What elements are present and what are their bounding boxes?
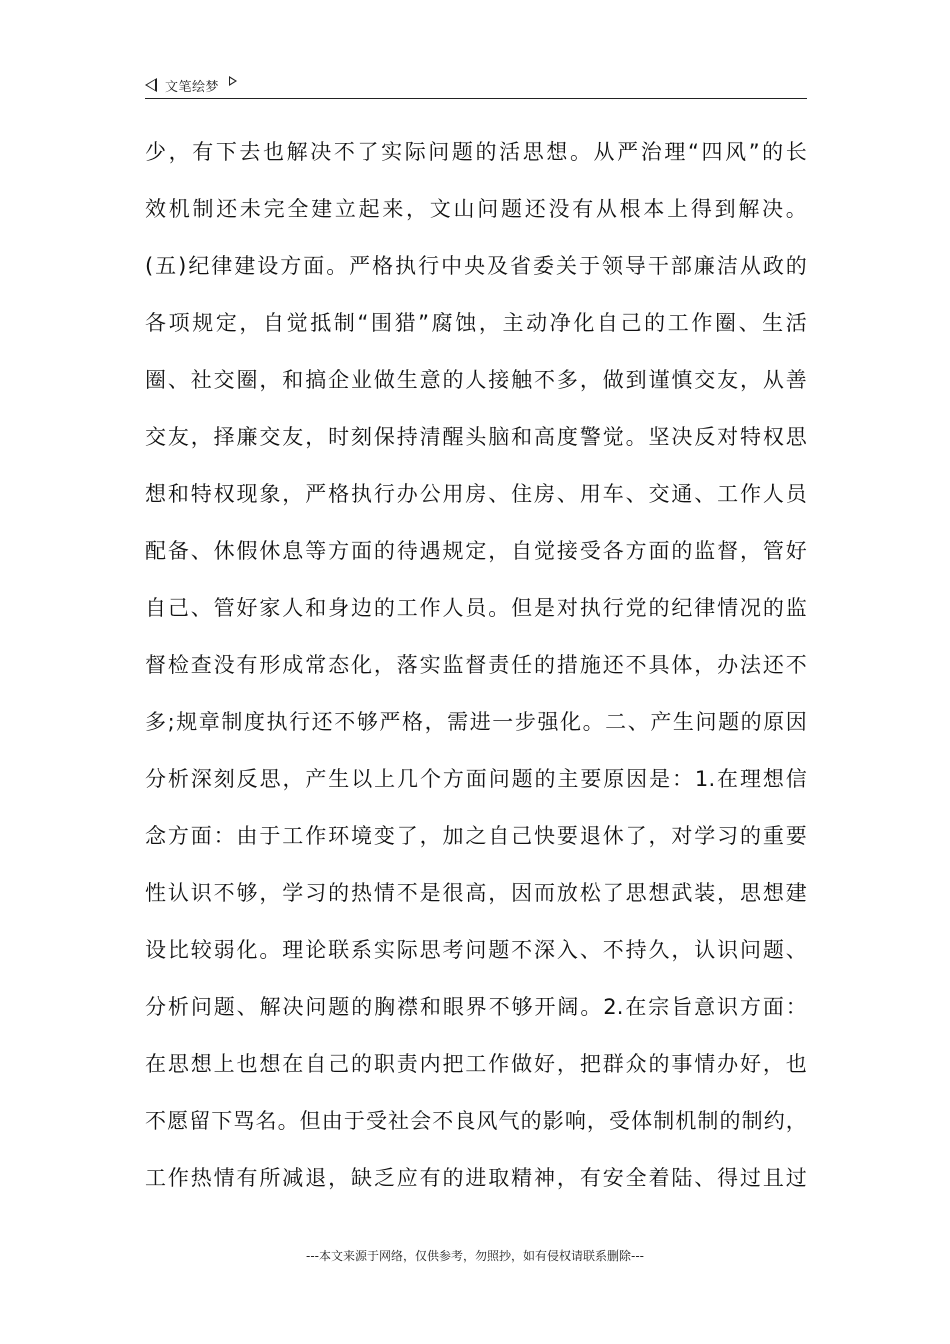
text-line: 自己、管好家人和身边的工作人员。但是对执行党的纪律情况的监 xyxy=(145,596,807,620)
header-title: 文笔绘梦 xyxy=(165,79,220,95)
footer-disclaimer: ---本文来源于网络，仅供参考，勿照抄，如有侵权请联系删除--- xyxy=(306,1249,644,1263)
page-header xyxy=(145,72,807,99)
triangle-right-icon xyxy=(229,76,237,86)
text-line: 工作热情有所减退，缺乏应有的进取精神，有安全着陆、得过且过 xyxy=(145,1166,807,1190)
text-line: 在思想上也想在自己的职责内把工作做好，把群众的事情办好，也 xyxy=(145,1052,807,1076)
text-line: 设比较弱化。理论联系实际思考问题不深入、不持久，认识问题、 xyxy=(145,938,807,962)
text-line: 交友，择廉交友，时刻保持清醒头脑和高度警觉。坚决反对特权思 xyxy=(145,425,807,449)
text-line: 分析问题、解决问题的胸襟和眼界不够开阔。2.在宗旨意识方面： xyxy=(145,995,807,1019)
text-line: 少，有下去也解决不了实际问题的活思想。从严治理“四风”的长 xyxy=(145,140,807,164)
text-line: 念方面：由于工作环境变了，加之自己快要退休了，对学习的重要 xyxy=(145,824,807,848)
text-line: 多;规章制度执行还不够严格，需进一步强化。二、产生问题的原因 xyxy=(145,710,807,734)
text-line: 督检查没有形成常态化，落实监督责任的措施还不具体，办法还不 xyxy=(145,653,807,677)
text-line: 分析深刻反思，产生以上几个方面问题的主要原因是：1.在理想信 xyxy=(145,767,807,791)
text-line: 不愿留下骂名。但由于受社会不良风气的影响，受体制机制的制约， xyxy=(145,1109,807,1133)
text-line: 配备、休假休息等方面的待遇规定，自觉接受各方面的监督，管好 xyxy=(145,539,807,563)
text-line: 圈、社交圈，和搞企业做生意的人接触不多，做到谨慎交友，从善 xyxy=(145,368,807,392)
text-line: 各项规定，自觉抵制“围猎”腐蚀，主动净化自己的工作圈、生活 xyxy=(145,311,807,335)
text-line: 性认识不够，学习的热情不是很高，因而放松了思想武装，思想建 xyxy=(145,881,807,905)
document-body xyxy=(145,126,807,1209)
text-line: (五)纪律建设方面。严格执行中央及省委关于领导干部廉洁从政的 xyxy=(145,254,807,278)
text-line: 效机制还未完全建立起来，文山问题还没有从根本上得到解决。 xyxy=(145,197,807,221)
triangle-left-icon xyxy=(145,78,157,92)
text-line: 想和特权现象，严格执行办公用房、住房、用车、交通、工作人员 xyxy=(145,482,807,506)
